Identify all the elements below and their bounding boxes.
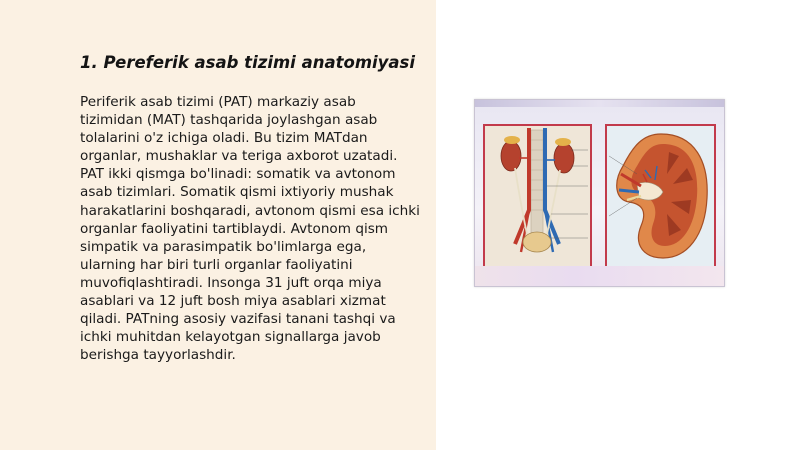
slide-title: 1. Pereferik asab tizimi anatomiyasi xyxy=(80,53,416,72)
urinary-system-panel xyxy=(483,124,592,268)
urinary-system-illustration xyxy=(485,126,590,266)
figure-titlebar xyxy=(475,100,724,107)
kidney-section-panel xyxy=(605,124,716,268)
slide-body-text: Periferik asab tizimi (PAT) markaziy asab tizimidan (MAT) tashqarida joylashgan asab tolalarini o'z ichiga oladi. Bu tizim MATdan organlar, mushaklar va teriga axborot uzatadi. PAT ikki qismga bo'linadi: somatik va avtonom asab tizimlari. Somatik qismi ixtiyoriy mushak harakatlarini boshqaradi, avtonom qismi esa ichki organlar faoliyatini tartiblaydi. Avtonom qism simpatik va parasimpatik bo'limlarga ega, ularning har biri turli organlar faoliyatini muvofiqlashtiradi. Insonga 31 juft orqa miya asablari va 12 juft bosh miya asablari xizmat qiladi. PATning asosiy vazifasi tanani tashqi va ichki muhitdan kelayotgan signallarga javob berishga tayyorlashdir. xyxy=(80,94,420,364)
figure-decorative-strip xyxy=(475,266,724,286)
anatomy-figure xyxy=(474,99,725,287)
kidney-cross-section-illustration xyxy=(607,126,714,266)
